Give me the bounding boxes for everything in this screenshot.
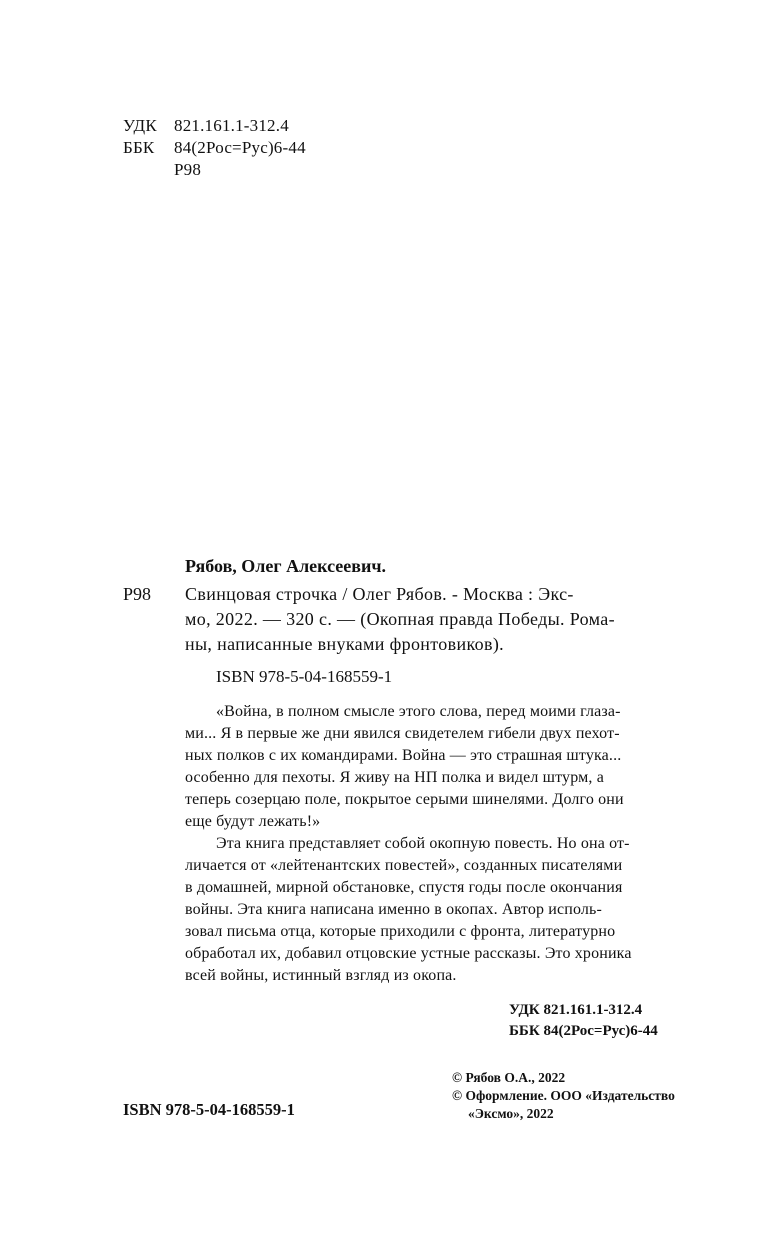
card-line-3: ны, написанные внуками фронтовиков).: [185, 634, 505, 654]
annotation-line: ных полков с их командирами. Война — это страшная штука...: [185, 747, 622, 764]
copyright-publisher: «Эксмо», 2022: [468, 1106, 554, 1121]
card-line-2: мо, 2022. — 320 с. — (Окопная правда Победы. Рома-: [185, 609, 615, 629]
annotation-line: в домашней, мирной обстановке, спустя годы после окончания: [185, 879, 623, 896]
annotation-line: зовал письма отца, которые приходили с фронта, литературно: [185, 923, 616, 940]
annotation-line: еще будут лежать!»: [185, 813, 321, 830]
annotation-line: особенно для пехоты. Я живу на НП полка и видел штурм, а: [185, 769, 604, 786]
annotation-line: личается от «лейтенантских повестей», созданных писателями: [185, 857, 623, 874]
bbk-bold: ББК 84(2Рос=Рус)6-44: [509, 1023, 658, 1039]
card-isbn: ISBN 978-5-04-168559-1: [216, 667, 393, 686]
card-author-mark: Р98: [123, 584, 152, 604]
annotation-line: ми... Я в первые же дни явился свидетелем гибели двух пехот-: [185, 725, 620, 742]
card-line-1: Свинцовая строчка / Олег Рябов. - Москва : Экс-: [185, 584, 574, 604]
annotation-line: «Война, в полном смысле этого слова, перед моими глаза-: [216, 703, 621, 720]
card-author: Рябов, Олег Алексеевич.: [185, 556, 387, 576]
isbn-bottom: ISBN 978-5-04-168559-1: [123, 1100, 295, 1119]
copyright-author: © Рябов О.А., 2022: [452, 1070, 566, 1085]
annotation-line: Эта книга представляет собой окопную повесть. Но она от-: [216, 835, 630, 852]
bbk-label: ББК: [123, 138, 155, 157]
author-mark-top: Р98: [174, 160, 202, 179]
annotation-line: войны. Эта книга написана именно в окопах. Автор исполь-: [185, 901, 602, 918]
annotation-line: всей войны, истинный взгляд из окопа.: [185, 967, 457, 984]
bbk-value: 84(2Рос=Рус)6-44: [174, 138, 306, 157]
annotation-line: теперь созерцаю поле, покрытое серыми шинелями. Долго они: [185, 791, 624, 808]
copyright-design: © Оформление. ООО «Издательство: [452, 1088, 675, 1103]
udk-label: УДК: [123, 116, 157, 135]
udk-value: 821.161.1-312.4: [174, 116, 289, 135]
udk-bold: УДК 821.161.1-312.4: [509, 1002, 643, 1018]
annotation-line: обработал их, добавил отцовские устные рассказы. Это хроника: [185, 945, 632, 962]
